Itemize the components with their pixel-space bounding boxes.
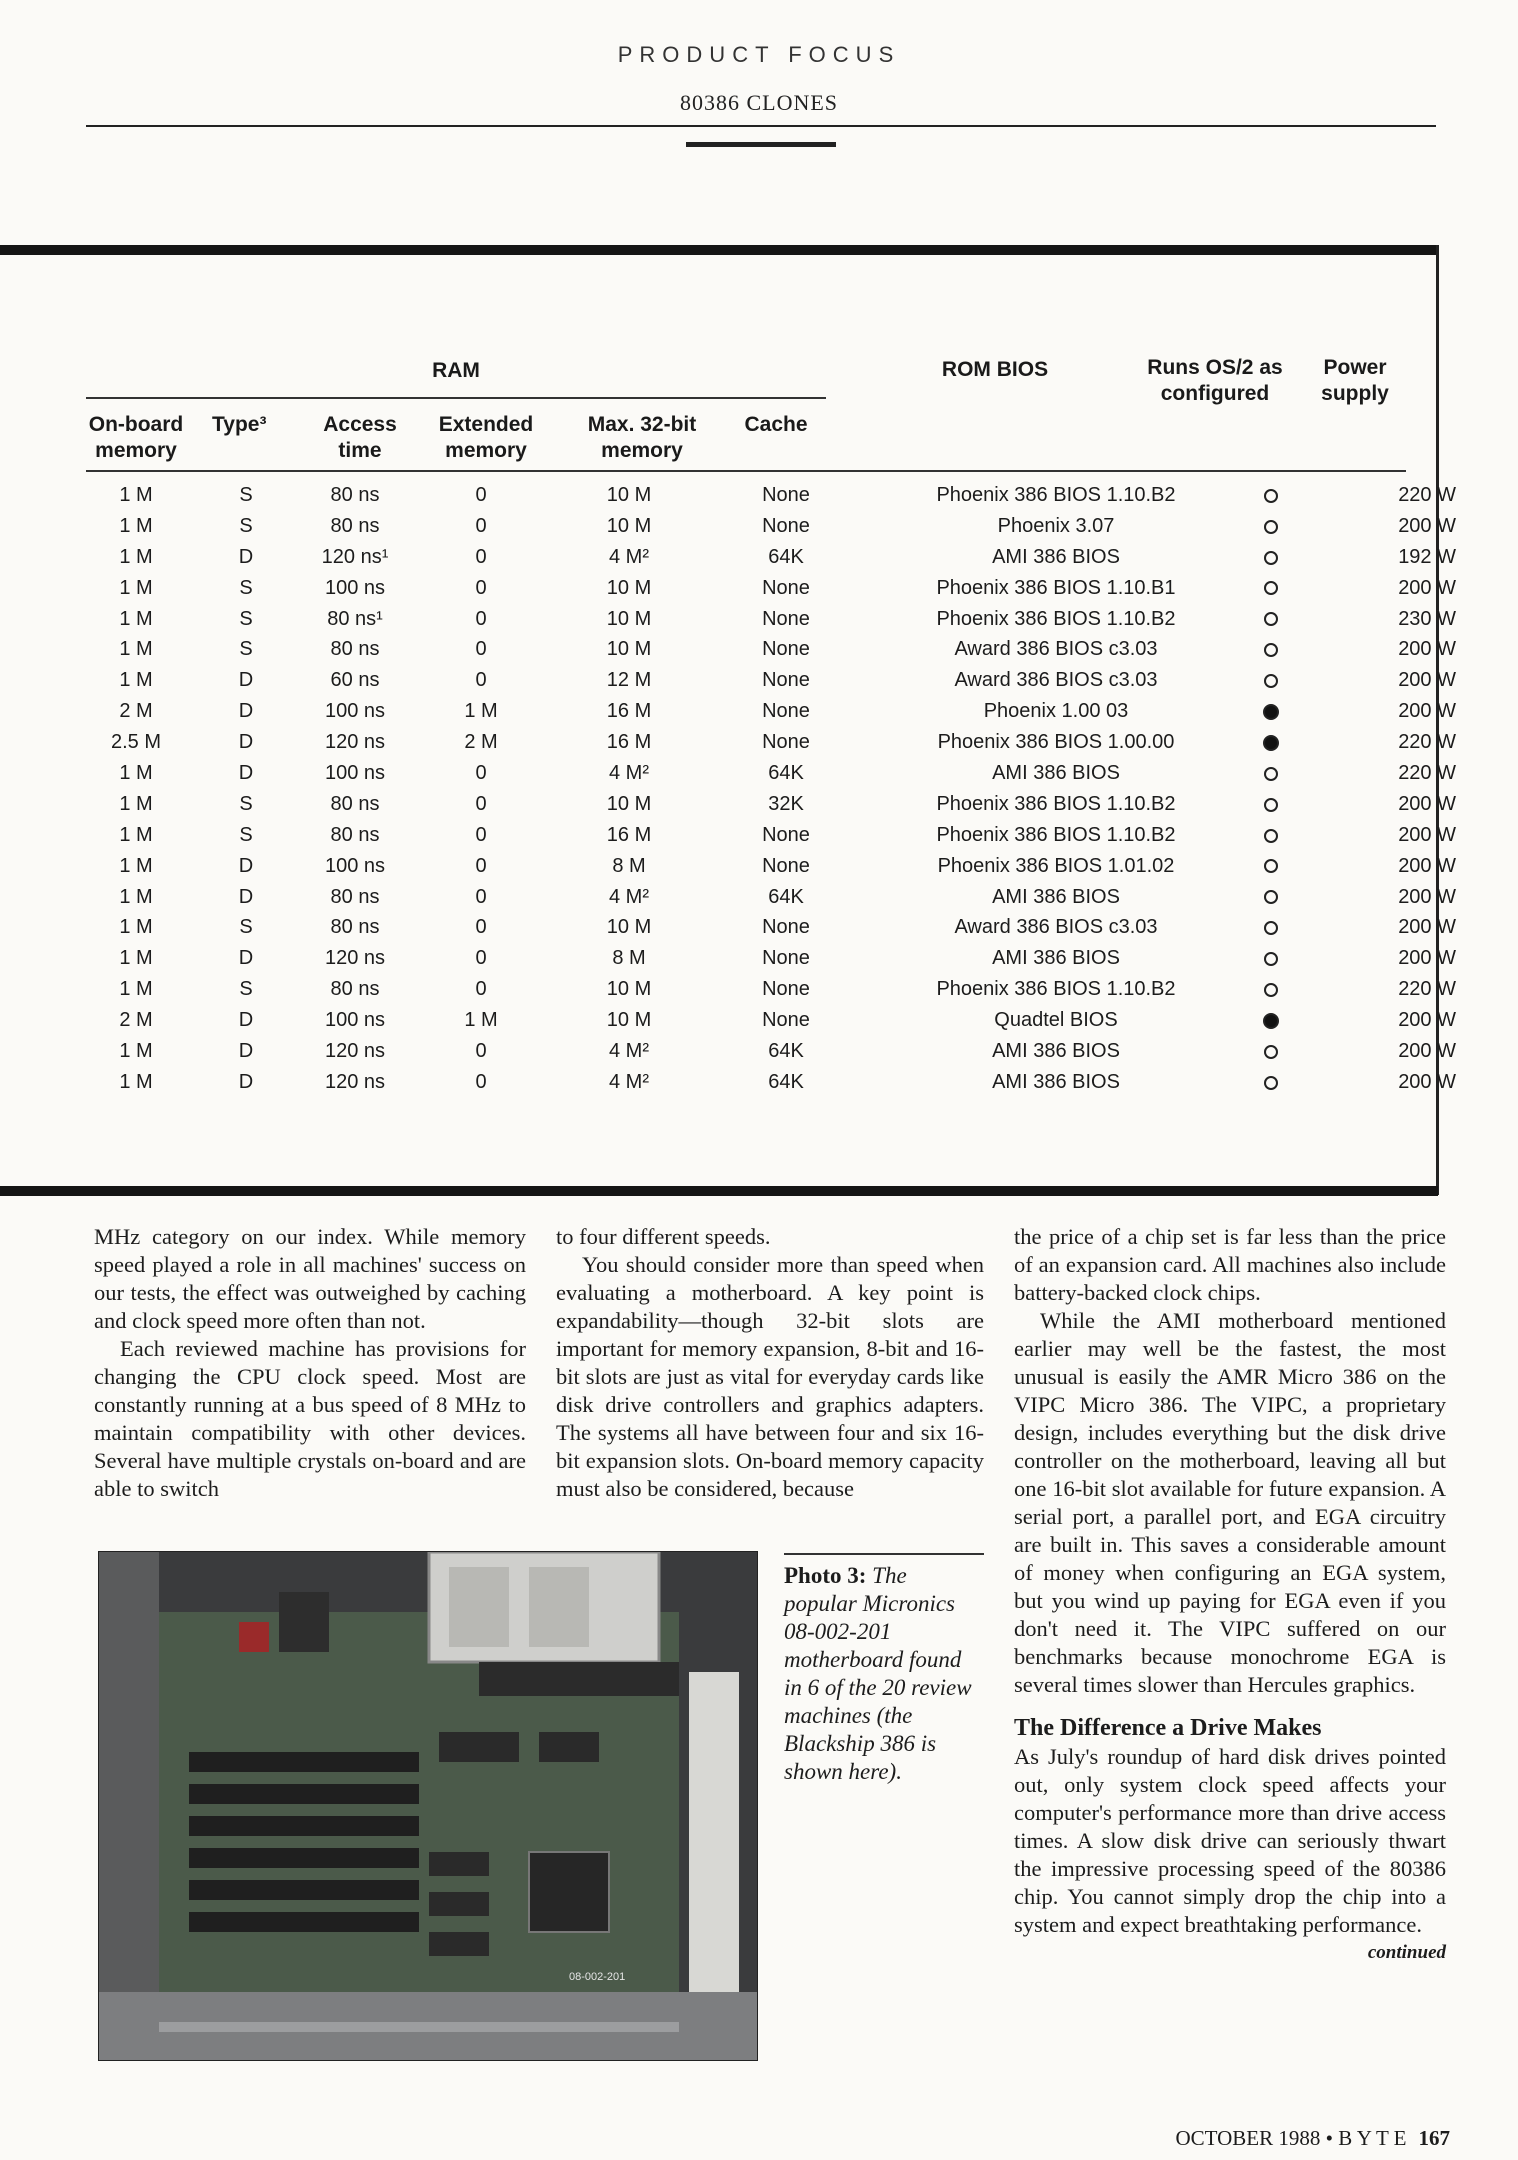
open-circle-icon (1264, 859, 1278, 873)
max-32bit-memory-cell: 4 M² (609, 1040, 649, 1063)
rom-bios-cell: AMI 386 BIOS (992, 545, 1120, 568)
cache-cell: None (762, 916, 810, 939)
filled-circle-icon (1263, 1013, 1279, 1029)
type-cell: S (239, 916, 253, 939)
type-cell: S (239, 638, 253, 661)
access-time-cell: 100 ns (324, 576, 386, 599)
motherboard-illustration (99, 1552, 757, 2060)
onboard-memory-cell: 1 M (119, 638, 153, 661)
access-time-cell: 80 ns (330, 514, 380, 537)
cache-cell: None (762, 700, 810, 723)
open-circle-icon (1264, 1076, 1278, 1090)
open-circle-icon (1264, 489, 1278, 503)
paragraph: As July's roundup of hard disk drives pointed out, only system clock speed affects your computer's performance more than drive access times. A slow disk drive can seriously thwart the impressive processing speed of the 80386 chip. You cannot simply drop the chip into a system and expect breathtaking performance. (1014, 1744, 1446, 1937)
cache-cell: 32K (768, 792, 804, 815)
max-32bit-memory-cell: 10 M (606, 978, 652, 1001)
page-number: 167 (1418, 2126, 1450, 2150)
max-32bit-memory-cell: 12 M (606, 669, 652, 692)
max-32bit-memory-cell: 16 M (606, 731, 652, 754)
rom-bios-cell: Award 386 BIOS c3.03 (954, 669, 1158, 692)
access-time-cell: 100 ns (324, 854, 386, 877)
photo-label: Photo 3: (784, 1563, 867, 1588)
table-row (86, 1036, 1456, 1067)
ram-group-header: RAM (432, 359, 480, 382)
open-circle-icon (1264, 798, 1278, 812)
table-top-border (0, 245, 1438, 255)
onboard-memory-cell: 1 M (119, 823, 153, 846)
photo-caption-text: The popular Micronics 08-002-201 motherboard found in 6 of the 20 review machines (the Blackship 386 is shown here). (784, 1563, 972, 1784)
cache-cell: None (762, 514, 810, 537)
max-32bit-memory-cell: 4 M² (609, 762, 649, 785)
photo-caption (784, 1562, 984, 1786)
table-row (86, 912, 1456, 943)
access-time-cell: 60 ns (330, 669, 380, 692)
type-cell: D (238, 854, 254, 877)
rom-bios-cell: Award 386 BIOS c3.03 (954, 916, 1158, 939)
power-supply-cell: 220 W (1398, 731, 1456, 754)
table-row (86, 665, 1456, 696)
cache-cell: 64K (768, 885, 804, 908)
type-cell: D (238, 731, 254, 754)
max-32bit-memory-cell: 4 M² (609, 545, 649, 568)
power-supply-cell: 200 W (1398, 792, 1456, 815)
power-supply-cell: 220 W (1398, 484, 1456, 506)
paragraph: MHz category on our index. While memory speed played a role in all machines' success on our tests, the effect was outweighed by caching and clock speed more often than not. (94, 1224, 526, 1333)
rom-bios-cell: Phoenix 386 BIOS 1.01.02 (937, 854, 1175, 877)
onboard-memory-cell: 2.5 M (110, 731, 162, 754)
extended-memory-cell: 0 (475, 762, 487, 785)
open-circle-icon (1264, 921, 1278, 935)
power-supply-cell: 200 W (1398, 669, 1456, 692)
cache-cell: None (762, 638, 810, 661)
cache-cell: 64K (768, 1070, 804, 1093)
extended-memory-cell: 0 (475, 484, 487, 506)
cache-cell: None (762, 1009, 810, 1032)
max-32bit-memory-cell: 10 M (606, 638, 652, 661)
article-column-1 (94, 1223, 526, 1503)
power-supply-cell: 200 W (1398, 576, 1456, 599)
paragraph: While the AMI motherboard mentioned earlier may well be the fastest, the most unusual is easily the AMR Micro 386 on the VIPC Micro 386. The VIPC, a proprietary design, includes everything but the disk drive controller on the motherboard, leaving all but one 16-bit slot available for future expansion. A serial port, a parallel port, and EGA circuitry are built in. This saves a considerable amount of money when configuring an EGA system, but you wind up paying for EGA even if you don't need it. The VIPC suffered on our benchmarks because monochrome EGA is several times slower than Hercules graphics. (1014, 1308, 1446, 1697)
access-time-cell: 100 ns (324, 762, 386, 785)
type-cell: S (239, 576, 253, 599)
open-circle-icon (1264, 983, 1278, 997)
power-supply-cell: 220 W (1398, 762, 1456, 785)
cache-cell: 64K (768, 1040, 804, 1063)
max-32bit-memory-cell: 8 M (612, 854, 646, 877)
power-supply-cell: 192 W (1398, 545, 1456, 568)
access-time-cell: 100 ns (324, 1009, 386, 1032)
open-circle-icon (1264, 890, 1278, 904)
max-32bit-memory-cell: 8 M (612, 947, 646, 970)
open-circle-icon (1264, 643, 1278, 657)
open-circle-icon (1264, 581, 1278, 595)
extended-memory-cell: 1 M (464, 700, 498, 723)
type-cell: D (238, 1009, 254, 1032)
issue-label: OCTOBER 1988 • B Y T E (1175, 2126, 1407, 2150)
power-supply-cell: 200 W (1398, 700, 1456, 723)
max-32bit-memory-cell: 4 M² (609, 885, 649, 908)
table-row (86, 1067, 1456, 1098)
extended-memory-cell: 0 (475, 978, 487, 1001)
motherboard-photo (98, 1551, 758, 2061)
type-cell: D (238, 1070, 254, 1093)
table-row (86, 1005, 1456, 1036)
cache-cell: None (762, 978, 810, 1001)
power-supply-cell: 200 W (1398, 823, 1456, 846)
onboard-memory-cell: 1 M (119, 1040, 153, 1063)
onboard-memory-cell: 1 M (119, 576, 153, 599)
extended-memory-cell: 0 (475, 916, 487, 939)
table-row (86, 696, 1456, 727)
cache-header: Cache (744, 413, 808, 436)
table-body (86, 480, 1456, 1098)
onboard-memory-cell: 1 M (119, 916, 153, 939)
extended-memory-cell: 0 (475, 823, 487, 846)
type-cell: D (238, 947, 254, 970)
extended-memory-cell: 0 (475, 792, 487, 815)
type-cell: D (238, 762, 254, 785)
rom-bios-cell: Phoenix 386 BIOS 1.00.00 (937, 731, 1175, 754)
rom-bios-cell: Phoenix 1.00 03 (983, 700, 1129, 723)
max-32bit-memory-cell: 16 M (606, 823, 652, 846)
max-32bit-memory-cell: 4 M² (609, 1070, 649, 1093)
cache-cell: None (762, 823, 810, 846)
onboard-memory-cell: 1 M (119, 792, 153, 815)
table-row (86, 511, 1456, 542)
onboard-memory-cell: 1 M (119, 545, 153, 568)
cache-cell: None (762, 669, 810, 692)
type-cell: S (239, 484, 253, 506)
rom-bios-cell: Phoenix 3.07 (997, 514, 1115, 537)
access-time-cell: 120 ns (324, 947, 386, 970)
rom-bios-cell: AMI 386 BIOS (992, 1040, 1120, 1063)
article-column-3 (1014, 1223, 1446, 1967)
extended-memory-cell: 0 (475, 576, 487, 599)
rom-bios-cell: Phoenix 386 BIOS 1.10.B2 (936, 484, 1176, 506)
header-accent-bar (686, 142, 836, 147)
open-circle-icon (1264, 952, 1278, 966)
table-row (86, 634, 1456, 665)
rom-bios-header: ROM BIOS (941, 358, 1049, 381)
rom-bios-cell: AMI 386 BIOS (992, 1070, 1120, 1093)
table-row (86, 851, 1456, 882)
onboard-memory-cell: 2 M (119, 1009, 153, 1032)
open-circle-icon (1264, 612, 1278, 626)
cache-cell: None (762, 607, 810, 630)
cache-cell: 64K (768, 545, 804, 568)
access-time-cell: 80 ns (330, 823, 380, 846)
cache-cell: None (762, 576, 810, 599)
type-cell: D (238, 545, 254, 568)
extended-memory-cell: 0 (475, 669, 487, 692)
onboard-memory-cell: 2 M (119, 700, 153, 723)
extended-memory-cell: 0 (475, 947, 487, 970)
table-row (86, 943, 1456, 974)
type-cell: D (238, 1040, 254, 1063)
power-supply-cell: 200 W (1398, 514, 1456, 537)
access-time-cell: 120 ns (324, 1040, 386, 1063)
table-row (86, 974, 1456, 1005)
onboard-memory-cell: 1 M (119, 484, 153, 506)
max-32bit-memory-cell: 10 M (606, 484, 652, 506)
type-cell: D (238, 700, 254, 723)
open-circle-icon (1264, 551, 1278, 565)
cache-cell: None (762, 731, 810, 754)
type-cell: S (239, 607, 253, 630)
max-32bit-memory-cell: 10 M (606, 916, 652, 939)
paragraph: You should consider more than speed when evaluating a motherboard. A key point is expandability—though 32-bit slots are important for memory expansion, 8-bit and 16-bit slots are just as vital for everyday cards like disk drive controllers and graphics adapters. The systems all have between four and six 16-bit expansion slots. On-board memory capacity must also be considered, because (556, 1252, 984, 1501)
max-32bit-memory-cell: 10 M (606, 1009, 652, 1032)
cache-cell: None (762, 947, 810, 970)
open-circle-icon (1264, 1045, 1278, 1059)
onboard-memory-cell: 1 M (119, 854, 153, 877)
type-cell: S (239, 514, 253, 537)
header-rule (86, 125, 1436, 127)
table-row (86, 573, 1456, 604)
extended-memory-cell: 0 (475, 545, 487, 568)
cache-cell: 64K (768, 762, 804, 785)
power-supply-cell: 200 W (1398, 1009, 1456, 1032)
filled-circle-icon (1263, 704, 1279, 720)
access-time-cell: 80 ns (330, 792, 380, 815)
section-title: PRODUCT FOCUS (617, 42, 901, 67)
onboard-memory-header: On-board memory (88, 413, 184, 462)
open-circle-icon (1264, 674, 1278, 688)
access-time-cell: 80 ns (330, 484, 380, 506)
table-row (86, 882, 1456, 913)
page-footer (1176, 2126, 1451, 2151)
access-time-cell: 100 ns (324, 700, 386, 723)
onboard-memory-cell: 1 M (119, 947, 153, 970)
access-time-cell: 120 ns (324, 731, 386, 754)
article-column-2 (556, 1223, 984, 1503)
table-row (86, 542, 1456, 573)
type-header: Type³ (212, 413, 267, 436)
power-supply-cell: 200 W (1398, 638, 1456, 661)
board-label: 08-002-201 (569, 1971, 626, 1983)
paragraph: to four different speeds. (556, 1224, 771, 1249)
power-supply-cell: 200 W (1398, 1070, 1456, 1093)
access-time-cell: 80 ns¹ (327, 607, 383, 630)
onboard-memory-cell: 1 M (119, 1070, 153, 1093)
rom-bios-cell: Award 386 BIOS c3.03 (954, 638, 1158, 661)
power-supply-cell: 220 W (1398, 978, 1456, 1001)
rom-bios-cell: AMI 386 BIOS (992, 762, 1120, 785)
max-32bit-memory-cell: 10 M (606, 514, 652, 537)
table-row (86, 480, 1456, 511)
filled-circle-icon (1263, 735, 1279, 751)
rom-bios-cell: Phoenix 386 BIOS 1.10.B2 (936, 978, 1176, 1001)
table-row (86, 604, 1456, 635)
table-row (86, 758, 1456, 789)
access-time-cell: 80 ns (330, 638, 380, 661)
rom-bios-cell: Phoenix 386 BIOS 1.10.B2 (936, 792, 1176, 815)
extended-memory-cell: 0 (475, 1070, 487, 1093)
onboard-memory-cell: 1 M (119, 514, 153, 537)
onboard-memory-cell: 1 M (119, 885, 153, 908)
extended-memory-cell: 0 (475, 638, 487, 661)
max-32bit-memory-cell: 10 M (606, 576, 652, 599)
cache-cell: None (762, 854, 810, 877)
max-32bit-memory-cell: 10 M (606, 792, 652, 815)
open-circle-icon (1264, 520, 1278, 534)
type-cell: S (239, 823, 253, 846)
table-header-rule (86, 470, 1406, 472)
paragraph: Each reviewed machine has provisions for changing the CPU clock speed. Most are constantly running at a bus speed of 8 MHz to maintain compatibility with other devices. Several have multiple crystals on-board and are able to switch (94, 1336, 526, 1501)
table-row (86, 789, 1456, 820)
type-cell: D (238, 885, 254, 908)
cache-cell: None (762, 484, 810, 506)
extended-memory-cell: 1 M (464, 1009, 498, 1032)
rom-bios-cell: AMI 386 BIOS (992, 885, 1120, 908)
extended-memory-cell: 2 M (464, 731, 498, 754)
rom-bios-cell: AMI 386 BIOS (992, 947, 1120, 970)
onboard-memory-cell: 1 M (119, 762, 153, 785)
rom-bios-cell: Phoenix 386 BIOS 1.10.B2 (936, 823, 1176, 846)
caption-rule (784, 1553, 984, 1555)
max-32bit-memory-header: Max. 32-bit memory (587, 413, 697, 462)
open-circle-icon (1264, 829, 1278, 843)
onboard-memory-cell: 1 M (119, 607, 153, 630)
continued-label: continued (1367, 1942, 1446, 1963)
ram-group-rule (86, 397, 826, 399)
type-cell: S (239, 792, 253, 815)
rom-bios-cell: Quadtel BIOS (994, 1009, 1118, 1032)
table-bottom-border (0, 1186, 1438, 1196)
access-time-cell: 80 ns (330, 916, 380, 939)
extended-memory-cell: 0 (475, 854, 487, 877)
rom-bios-cell: Phoenix 386 BIOS 1.10.B2 (936, 607, 1176, 630)
onboard-memory-cell: 1 M (119, 669, 153, 692)
access-time-cell: 80 ns (330, 885, 380, 908)
type-cell: D (238, 669, 254, 692)
power-supply-cell: 230 W (1398, 607, 1456, 630)
power-supply-header: Power supply (1321, 356, 1389, 405)
access-time-cell: 80 ns (330, 978, 380, 1001)
section-subtitle: 80386 CLONES (679, 90, 839, 115)
rom-bios-cell: Phoenix 386 BIOS 1.10.B1 (936, 576, 1176, 599)
onboard-memory-cell: 1 M (119, 978, 153, 1001)
max-32bit-memory-cell: 16 M (606, 700, 652, 723)
extended-memory-cell: 0 (475, 607, 487, 630)
extended-memory-header: Extended memory (438, 413, 534, 462)
table-row (86, 820, 1456, 851)
access-time-header: Access time (323, 413, 397, 462)
power-supply-cell: 200 W (1398, 916, 1456, 939)
max-32bit-memory-cell: 10 M (606, 607, 652, 630)
open-circle-icon (1264, 767, 1278, 781)
access-time-cell: 120 ns¹ (321, 545, 389, 568)
power-supply-cell: 200 W (1398, 1040, 1456, 1063)
extended-memory-cell: 0 (475, 514, 487, 537)
power-supply-cell: 200 W (1398, 885, 1456, 908)
os2-header: Runs OS/2 as configured (1147, 356, 1283, 405)
extended-memory-cell: 0 (475, 885, 487, 908)
extended-memory-cell: 0 (475, 1040, 487, 1063)
access-time-cell: 120 ns (324, 1070, 386, 1093)
paragraph: the price of a chip set is far less than the price of an expansion card. All machines also include battery-backed clock chips. (1014, 1224, 1446, 1305)
power-supply-cell: 200 W (1398, 947, 1456, 970)
subheading: The Difference a Drive Makes (1014, 1715, 1322, 1741)
type-cell: S (239, 978, 253, 1001)
power-supply-cell: 200 W (1398, 854, 1456, 877)
table-row (86, 727, 1456, 758)
